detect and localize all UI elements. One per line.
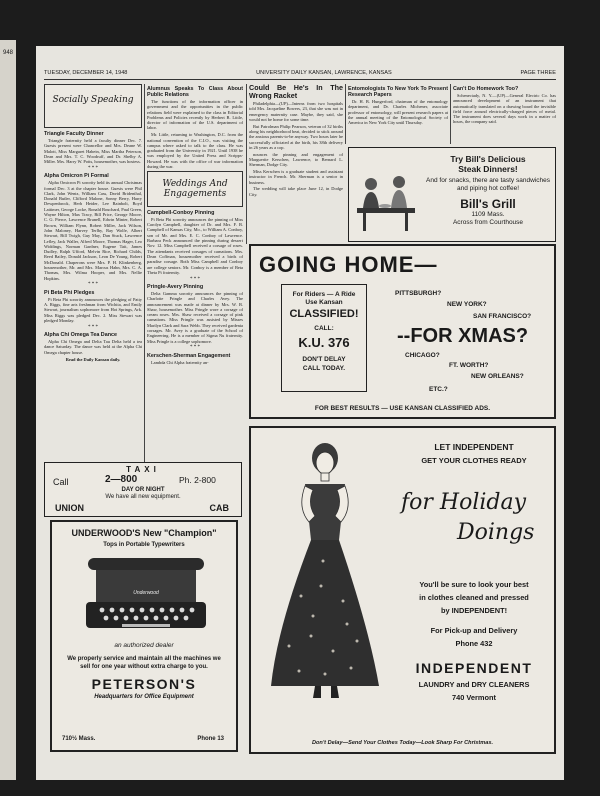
- wedding-item-title: Campbell-Conboy Pinning: [147, 209, 215, 216]
- wedding-item-body: Pi Beta Phi sorority announces the pinning of Miss Carolyn Campbell, daughter of Dr. and Mrs. F. B. Campbell of Kansas City, Mo., to William A. Conboy, son of Mr. and Mrs. E. C. Conboy of Lawrence. Barbara Peck announced the pinning during dessert Nov. 12. Miss Campbell received a corsage of roses. The attendants received corsages of carnations. Mrs. Dean Coffman, housemother received a birds of paradise corsage. Both Miss Campbell and Conboy are college seniors. Mr. Conboy is a member of Beta Theta Pi fraternity.: [147, 216, 243, 275]
- wrong-racket-column: [249, 84, 343, 244]
- bills-grill-ad: [348, 147, 556, 242]
- city-new-orleans: NEW ORLEANS?: [471, 373, 524, 380]
- society-item-body: Triangle fraternity held a faculty dinner Dec. 7. Guests present were Chancellor and Mrs. Deane W. Malott, Miss Margaret Habein, Miss Martha Peterson, Dean and Mrs. T. C. Woodruff, and Dr. Shelby A. Miller. Mrs. Harry W. Potts, housemother, was hostess.: [44, 138, 142, 165]
- wedding-item-title: Pringle-Avery Pinning: [147, 283, 204, 290]
- alumnus-paragraph: The functions of the information officer in government and the opportunities in the public relations field were explained to the class in Editorial Problems and Policies recently by Herbert B. Little, director of information of the U.S. department of labor.: [147, 99, 243, 131]
- alumnus-title: Alumnus Speaks To Class About Public Relations: [147, 86, 243, 98]
- independent-name: INDEPENDENT: [415, 660, 533, 676]
- grill-line2: Steak Dinners!: [458, 164, 518, 174]
- taxi-equipment: We have all new equipment.: [105, 494, 181, 500]
- holiday-script: for Holiday: [401, 490, 527, 515]
- call-today-text: CALL TODAY.: [302, 365, 346, 372]
- classified-text: CLASSIFIED!: [289, 308, 359, 320]
- underwood-address: 710½ Mass.: [62, 736, 96, 742]
- independent-line2: GET YOUR CLOTHES READY: [421, 456, 527, 465]
- grill-line3: And for snacks, there are tasty sandwiches and piping hot coffee!: [426, 177, 550, 192]
- independent-address: 740 Vermont: [452, 693, 496, 702]
- independent-line1: LET INDEPENDENT: [434, 442, 514, 452]
- taxi-call: Call: [53, 477, 69, 487]
- underwood-company: PETERSON'S: [91, 676, 197, 692]
- header-paper: UNIVERSITY DAILY KANSAN, LAWRENCE, KANSAS: [256, 70, 392, 76]
- underwood-tagline: Headquarters for Office Equipment: [94, 694, 194, 700]
- wrong-racket-paragraph: Philadelphia—(UP)—Interns from two hospitals told Mrs. Jacqueline Bowers, 23, that she was not in emergency maternity case. Maybe, they said, she would not be home for some time.: [249, 101, 343, 122]
- column-rule: [345, 84, 346, 144]
- call-text: CALL:: [314, 325, 334, 332]
- society-footer: Read the Daily Kansan daily.: [65, 356, 121, 362]
- wedding-item-title: Kerschen-Sherman Engagement: [147, 352, 231, 359]
- taxi-day-night: DAY OR NIGHT: [121, 487, 165, 493]
- wrong-racket-paragraph: The wedding will take place June 12, in Dodge City.: [249, 186, 343, 197]
- dont-delay-text: DON'T DELAY: [302, 356, 346, 363]
- wedding-item-body: Lambda Chi Alpha fraternity an-: [151, 359, 209, 365]
- column-rule: [246, 84, 247, 244]
- typewriter-brand: Underwood: [133, 590, 159, 596]
- city-new-york: NEW YORK?: [447, 301, 487, 308]
- newspaper-page: [36, 46, 564, 780]
- society-column: [44, 84, 142, 469]
- column-rule: [450, 84, 451, 144]
- doings-script: Doings: [457, 520, 535, 545]
- grill-address: 1109 Mass.: [471, 211, 505, 218]
- homework-title: Can't Do Homework Too?: [453, 86, 519, 92]
- entomologists-column: [348, 84, 448, 144]
- separator-stars: * * *: [190, 345, 200, 351]
- alumnus-column: [147, 84, 243, 469]
- wrong-racket-title: Could Be He's In The Wrong Racket: [249, 84, 343, 100]
- entomologists-title: Entomologists To New York To Present Research Papers: [348, 86, 448, 98]
- independent-pickup: For Pick-up and Delivery: [430, 626, 518, 635]
- adjacent-page-strip: [0, 40, 16, 780]
- fashion-woman-illustration: [263, 436, 389, 702]
- separator-stars: * * *: [88, 165, 98, 171]
- wrong-racket-paragraph: But Patrolman Philip Pearson, veteran of 32 births along his neighborhood beat, decided to stick around the anxious parents-to-be anyway. Two hours later he successfully officiated at the birth, his 38th delivery in 26 years as a cop.: [249, 123, 343, 150]
- column-rule: [144, 84, 145, 469]
- society-item-title: Alpha Omicron Pi Formal: [44, 173, 109, 180]
- adjacent-page-number: 948: [3, 50, 14, 56]
- independent-laundry: LAUNDRY and DRY CLEANERS: [418, 680, 530, 689]
- page-header: [44, 70, 556, 80]
- taxi-title: TAXI: [126, 465, 160, 474]
- separator-stars: * * *: [88, 282, 98, 288]
- union-cab-ad: [44, 462, 242, 517]
- header-date: TUESDAY, DECEMBER 14, 1948: [44, 70, 128, 76]
- weddings-heading: Weddings And Engagements: [147, 171, 243, 207]
- society-item-body: Alpha Chi Omega and Delta Tau Delta held a tea dance Saturday. The dance was held at the Alpha Chi Omega chapter house.: [44, 339, 142, 355]
- going-home-footer: FOR BEST RESULTS — USE KANSAN CLASSIFIED ADS.: [314, 405, 491, 412]
- society-item-title: Triangle Faculty Dinner: [44, 131, 104, 137]
- taxi-cab: CAB: [209, 503, 229, 513]
- classified-box: [281, 284, 367, 392]
- separator-stars: * * *: [88, 324, 98, 330]
- underwood-service: We properly service and maintain all the machines we sell for one year without extra charge to you.: [67, 656, 221, 670]
- taxi-number-2: Ph. 2-800: [179, 475, 216, 485]
- entomologists-body: Dr. H. B. Hungerford, chairman of the entomology department, and Dr. Charles Michener, associate professor of entomology, will present research papers at the annual meeting of the Entomological Society of America in New York City until Thursday.: [348, 99, 448, 126]
- homework-body: Schenectady, N. Y.—(UP)—General Electric Co. has announced development of an instrument that automatically translated on a drawing board the invisible field force around electrically-charged pieces of metal. The instrument does several days work in a matter of hours, the company said.: [453, 93, 556, 125]
- taxi-union: UNION: [55, 503, 84, 513]
- independent-body1: You'll be sure to look your best: [419, 580, 529, 589]
- xmas-headline: --FOR XMAS?: [397, 325, 529, 347]
- separator-stars: * * *: [190, 276, 200, 282]
- independent-body3: by INDEPENDENT!: [440, 606, 508, 615]
- header-page-number: PAGE THREE: [520, 70, 556, 76]
- city-san-francisco: SAN FRANCISCO?: [473, 313, 532, 320]
- homework-column: [453, 84, 556, 144]
- independent-body2: in clothes cleaned and pressed: [419, 593, 529, 602]
- underwood-dealer: an authorized dealer: [114, 642, 174, 649]
- society-heading: Socially Speaking: [44, 84, 142, 128]
- society-item-title: Pi Beta Phi Pledges: [44, 289, 95, 296]
- underwood-ad: [50, 520, 238, 752]
- independent-cleaners-ad: [249, 426, 556, 754]
- independent-footer: Don't Delay—Send Your Clothes Today—Look Sharp For Christmas.: [311, 740, 494, 746]
- underwood-phone: Phone 13: [197, 736, 224, 742]
- use-kansan-text: Use Kansan: [305, 299, 343, 306]
- wrong-racket-paragraph: Miss Kerschen is a graduate student and assistant instructor in French. Mr. Sherman is a senior in business.: [249, 169, 343, 185]
- diners-illustration-icon: [355, 162, 417, 234]
- taxi-number-1: 2—800: [105, 474, 138, 485]
- phone-number: K.U. 376: [298, 335, 350, 350]
- independent-phone: Phone 432: [455, 639, 493, 648]
- underwood-subtitle: Tops in Portable Typewriters: [103, 542, 185, 548]
- going-home-ad: [249, 244, 556, 419]
- city-pittsburgh: PITTSBURGH?: [395, 290, 442, 297]
- going-home-headline: GOING HOME—: [259, 252, 438, 277]
- society-item-body: Alpha Omicron Pi sorority held its annual Christmas formal Dec. 3 at the chapter house. Guests were Phil Clark, John Wentz, William Cass, David Bridenthal, Donald Butler, Clifford Malone, Sonny Berry, Harry Dewpenbrock, Herb Heider, Lee Rainbolt, Boyd Lattimer, George Locke, Ronald Bouchard, Paul Green, Wayne Hilton, Max Tracy, Bill Price, George Moore, C. G. Pierce, Lawrence Brunell, Edwin Minter, Robert Brown, William Flynn, Robert Miller, Jack Wilson, John Maloney, Harvey Terlby, Ray Wolfe, Albert Stewart, Bill Twigh, Guy May, Dan Stuck, Lawrence Lefley, Jack Waller, Alfred Moore, Thomas Hager, Leo Widdings, Norman Gardner, Eugene Tait, James Dudley, Ralph Ufford, Melvin Rice, Richard Childs, Reed Bailey, Donald Jackson, Leon De Young, Robert McDonald. Chaperons were Mrs. P. H. Klinkenberg, housemother, Mr. and Mrs. Marcus Hahn, Mrs. C. A. Thomas, Mrs. Wilma Hooper, and Mrs. Nellie Hopkins.: [44, 180, 142, 281]
- grill-name: Bill's Grill: [460, 197, 516, 211]
- grill-across: Across from Courthouse: [452, 219, 524, 226]
- riders-text: For Riders — A Ride: [292, 291, 356, 298]
- society-item-title: Alpha Chi Omega Tea Dance: [44, 332, 117, 338]
- wedding-item-body: Delta Gamma sorority announces the pinning of Charlotte Pringle and Charles Avey. The announcement was made at dinner by Mrs. W. B. Shaw, housemother. Miss Pringle wore a corsage of cream roses. Mrs. Shaw received a corsage of pink carnations. Miss Pringle was assisted by Misses Marilyn Clark and Sara Webb. They received gardenia corsages. Mr. Avey is a graduate of the School of Engineering. He is a member of Sigma Nu fraternity. Miss Pringle is a college sophomore.: [147, 290, 243, 344]
- grill-line1: Try Bill's Delicious: [450, 154, 526, 164]
- society-item-body: Pi Beta Phi sorority announces the pledging of Patty A. Riggs, fine arts freshman from Wichita, and Emily Stewart, journalism sophomore from Hot Springs, Ark. Miss Riggs was pledged Dec. 2. Miss Stewart was pledged Monday.: [44, 296, 142, 323]
- wrong-racket-paragraph: nounces the pinning and engagement of Marguerite Kerschen, Lawrence, to Bernard L. Sherman, Dodge City.: [249, 151, 343, 168]
- city-chicago: CHICAGO?: [405, 352, 440, 359]
- city-ft-worth: FT. WORTH?: [449, 362, 489, 369]
- alumnus-paragraph: Mr. Little, returning to Washington, D.C. from the national convention of the C.I.O., was visiting the campus where asked to talk to the class. He was graduated from the University in 1921. Until 1938 he was employed by the United Press and Scripps-Howard. He was with the office of war information during the war.: [147, 132, 243, 170]
- city-etc: ETC.?: [429, 386, 448, 393]
- underwood-title: UNDERWOOD'S New "Champion": [71, 528, 217, 538]
